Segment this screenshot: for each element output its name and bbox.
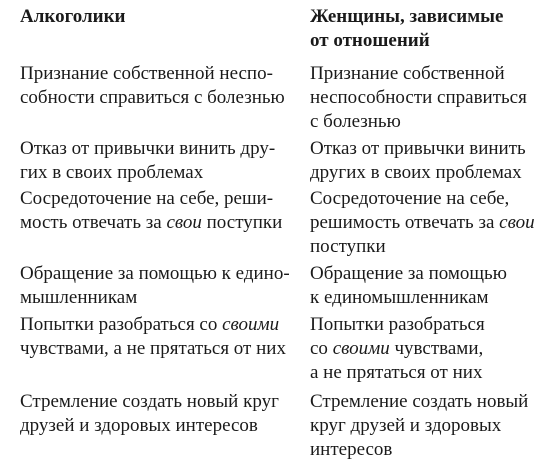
header-line: от отношений bbox=[310, 30, 430, 51]
text-line: неспособности справиться bbox=[310, 87, 527, 108]
text-line: поступки bbox=[310, 236, 386, 257]
header-women-relationship-dependent bbox=[310, 5, 503, 53]
text-line: Стремление создать новый bbox=[310, 391, 529, 412]
header-line: Женщины, зависимые bbox=[310, 6, 504, 27]
row-1-right bbox=[310, 62, 527, 134]
header-alcoholics bbox=[20, 5, 125, 29]
row-4-left bbox=[20, 262, 290, 310]
text-line: к единомышленникам bbox=[310, 287, 489, 308]
text-line: собности справиться с болезнью bbox=[20, 87, 285, 108]
row-6-right bbox=[310, 390, 528, 462]
emphasized-word: свои bbox=[166, 212, 202, 233]
text-line: интересов bbox=[310, 439, 393, 460]
text-line: мость отвечать за свои поступки bbox=[20, 212, 283, 233]
text-line: Обращение за помощью к едино- bbox=[20, 263, 290, 284]
header-line: Алкоголики bbox=[20, 6, 126, 27]
row-3-left bbox=[20, 187, 282, 235]
text-line: Признание собственной неспо- bbox=[20, 63, 273, 84]
row-4-right bbox=[310, 262, 507, 310]
text-line: Сосредоточение на себе, реши- bbox=[20, 188, 274, 209]
text-line: а не прятаться от них bbox=[310, 362, 483, 383]
text-line: круг друзей и здоровых bbox=[310, 415, 502, 436]
row-3-right bbox=[310, 187, 535, 259]
emphasized-word: свои bbox=[499, 212, 535, 233]
row-2-left bbox=[20, 137, 275, 185]
row-1-left bbox=[20, 62, 285, 110]
row-6-left bbox=[20, 390, 279, 438]
text-line: мышленникам bbox=[20, 287, 138, 308]
text-line: со своими чувствами, bbox=[310, 338, 484, 359]
row-5-left bbox=[20, 313, 286, 361]
text-line: Стремление создать новый круг bbox=[20, 391, 279, 412]
text-line: Обращение за помощью bbox=[310, 263, 507, 284]
text-line: гих в своих проблемах bbox=[20, 162, 204, 183]
emphasized-word: своими bbox=[332, 338, 390, 359]
text-line: Сосредоточение на себе, bbox=[310, 188, 510, 209]
text-line: Попытки разобраться со своими bbox=[20, 314, 280, 335]
row-2-right bbox=[310, 137, 526, 185]
text-line: Отказ от привычки винить bbox=[310, 138, 526, 159]
text-line: Отказ от привычки винить дру- bbox=[20, 138, 276, 159]
row-5-right bbox=[310, 313, 485, 385]
emphasized-word: своими bbox=[222, 314, 280, 335]
text-line: Признание собственной bbox=[310, 63, 505, 84]
text-line: с болезнью bbox=[310, 111, 401, 132]
text-line: Попытки разобраться bbox=[310, 314, 485, 335]
text-line: решимость отвечать за свои bbox=[310, 212, 535, 233]
text-line: других в своих проблемах bbox=[310, 162, 522, 183]
text-line: чувствами, а не прятаться от них bbox=[20, 338, 286, 359]
text-line: друзей и здоровых интересов bbox=[20, 415, 258, 436]
